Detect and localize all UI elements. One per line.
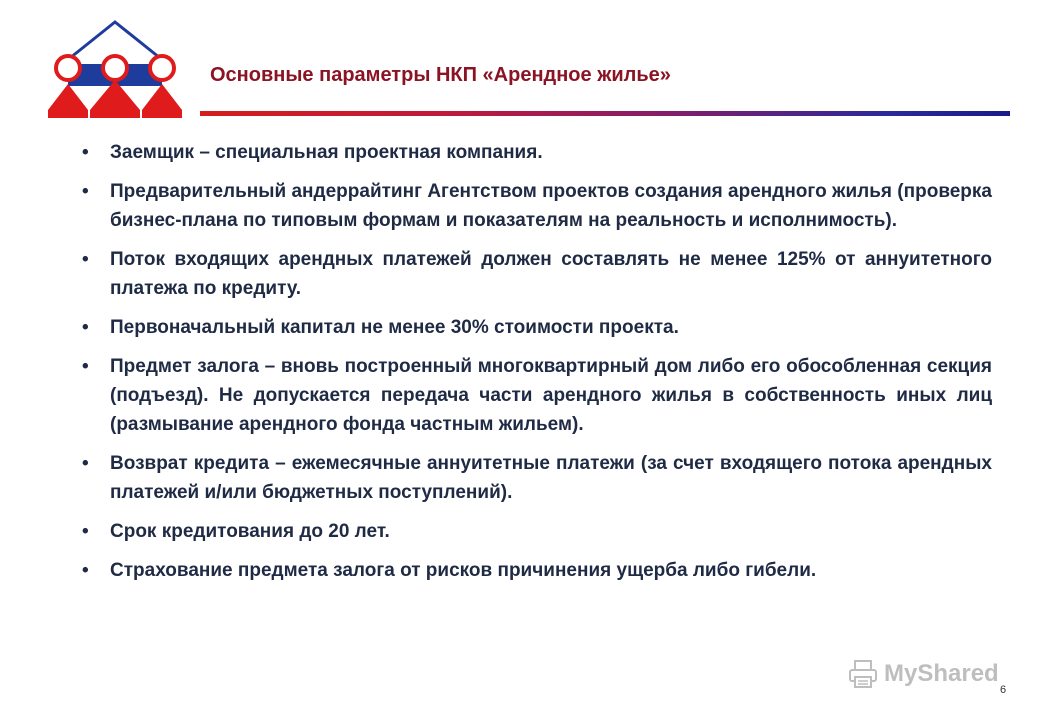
bullet-marker: • bbox=[82, 317, 89, 338]
bullet-text: Заемщик – специальная проектная компания. bbox=[110, 142, 543, 163]
bullet-marker: • bbox=[82, 249, 89, 270]
bullet-text: Срок кредитования до 20 лет. bbox=[110, 521, 390, 542]
bullet-text: Поток входящих арендных платежей должен составлять не менее 125% от аннуитетного платежа по кредиту. bbox=[110, 249, 992, 299]
page-number: 6 bbox=[1000, 684, 1007, 696]
bullet-text: Предмет залога – вновь построенный многоквартирный дом либо его обособленная секция (подъезд). Не допускается передача части арендного жилья в собственность иных лиц (размывание арендного фонда частным жильем). bbox=[110, 356, 992, 435]
logo-icon bbox=[44, 18, 186, 122]
bullet-text: Предварительный андеррайтинг Агентством проектов создания арендного жилья (проверка бизнес-плана по типовым формам и показателям на реальность и исполнимость). bbox=[110, 181, 992, 231]
title-divider bbox=[200, 111, 1010, 116]
bullet-item bbox=[80, 556, 992, 585]
bullet-marker: • bbox=[82, 453, 89, 474]
printer-icon bbox=[848, 659, 878, 689]
watermark-link[interactable] bbox=[848, 656, 999, 692]
watermark-text: MyShared bbox=[884, 660, 999, 687]
bullet-item bbox=[80, 517, 992, 546]
bullet-item bbox=[80, 313, 992, 342]
bullet-text: Первоначальный капитал не менее 30% стоимости проекта. bbox=[110, 317, 679, 338]
bullet-marker: • bbox=[82, 142, 89, 163]
bullet-marker: • bbox=[82, 560, 89, 581]
bullet-text: Возврат кредита – ежемесячные аннуитетные платежи (за счет входящего потока арендных платежей и/или бюджетных поступлений). bbox=[110, 453, 992, 503]
bullet-marker: • bbox=[82, 181, 89, 202]
bullet-item bbox=[80, 352, 992, 439]
bullet-marker: • bbox=[82, 521, 89, 542]
bullet-marker: • bbox=[82, 356, 89, 377]
bullet-list bbox=[80, 138, 992, 595]
slide-title: Основные параметры НКП «Арендное жилье» bbox=[210, 64, 671, 86]
bullet-item bbox=[80, 177, 992, 235]
bullet-item bbox=[80, 449, 992, 507]
bullet-item bbox=[80, 245, 992, 303]
bullet-text: Страхование предмета залога от рисков причинения ущерба либо гибели. bbox=[110, 560, 817, 581]
bullet-item bbox=[80, 138, 992, 167]
